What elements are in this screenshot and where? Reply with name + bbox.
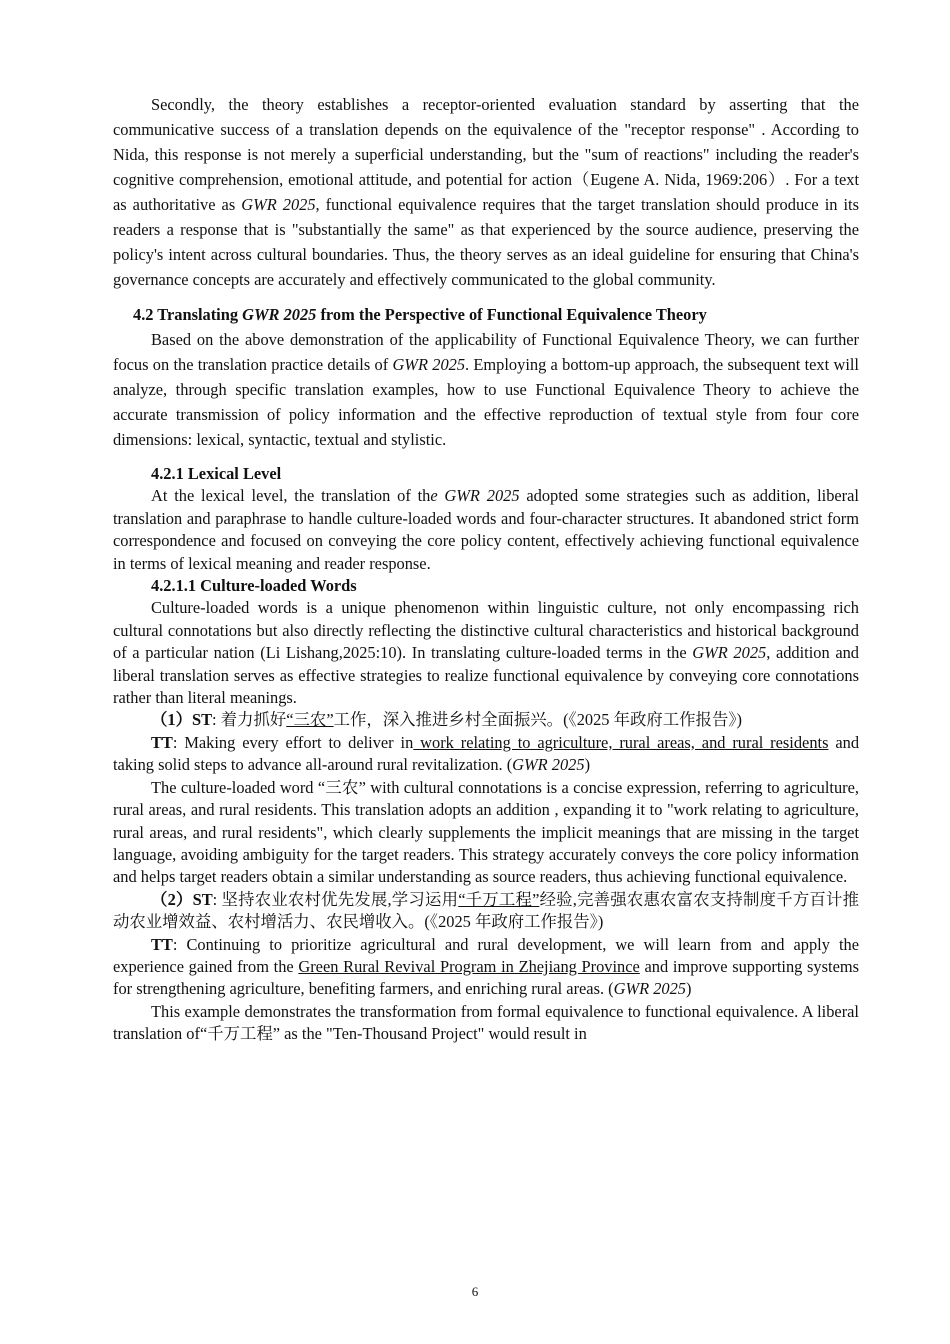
paragraph-sannong-analysis: The culture-loaded word “三农” with cultural connotations is a concise expression, referring to agriculture, rural areas, and rural residents. This translation adopts an addition , expanding it to "work relating to agriculture, rural areas, and rural residents", which clearly supplements the implicit meanings that are missing in the target language, avoiding ambiguity for the target readers. This strategy accurately conveys the core policy information and helps target readers obtain a similar understanding as source readers, thus achieving functional equivalence. [113,777,859,887]
document-page [113,92,859,1046]
paragraph-formal-to-functional: This example demonstrates the transformation from formal equivalence to functional equivalence. A liberal translation of“千万工程” as the "Ten-Thousand Project" would result in [113,1001,859,1044]
example-2-source-text: （2）ST: 坚持农业农村优先发展,学习运用“千万工程”经验,完善强农惠农富农支持制度千方百计推动农业增效益、农村增活力、农民增收入。(《2025 年政府工作报告》) [113,889,860,932]
example-1-source-text: （1）ST: 着力抓好“三农”工作，深入推进乡村全面振兴。(《2025 年政府工作报告》) [151,710,742,730]
example-2-target-text: TT: Continuing to prioritize agricultural and rural development, we will learn from and apply the experience gained from the Green Rural Revival Program in Zhejiang Province and improve supporting systems for strengthening agriculture, benefiting farmers, and enriching rural areas. (GWR 2025) [113,934,859,999]
example-1-target-text: TT: Making every effort to deliver in work relating to agriculture, rural areas, and rural residents and taking solid steps to advance all-around rural revitalization. (GWR 2025) [113,732,860,775]
paragraph-culture-loaded-words: Culture-loaded words is a unique phenomenon within linguistic culture, not only encompassing rich cultural connotations but also directly reflecting the distinctive cultural characteristics and historical background of a particular nation (Li Lishang,2025:10). In translating culture-loaded terms in the GWR 2025, addition and liberal translation serves as effective strategies to realize functional equivalence by conveying core connotations rather than literal meanings. [113,598,859,708]
text: , functional equivalence requires that the target translation should produce in its readers a response that is "substantially the same" as that experienced by the source audience, preserving the policy's intent across cultural boundaries. Thus, the theory serves as an ideal guideline for ensuring that China's governance concepts are accurately and effectively communicated to the global community. [113,195,859,289]
section-heading-4-2: 4.2 Translating GWR 2025 from the Perspective of Functional Equivalence Theory [133,305,707,324]
paragraph-applicability: Based on the above demonstration of the applicability of Functional Equivalence Theory, we can further focus on the translation practice details of GWR 2025. Employing a bottom-up approach, the subsequent text will analyze, through specific translation examples, how to use Functional Equivalence Theory to achieve the accurate transmission of policy information and the effective reproduction of textual style from four core dimensions: lexical, syntactic, textual and stylistic. [113,330,859,449]
section-heading-4-2-1-1: 4.2.1.1 Culture-loaded Words [151,576,357,596]
paragraph-lexical-level: At the lexical level, the translation of the GWR 2025 adopted some strategies such as addition, liberal translation and paraphrase to handle culture-loaded words and four-character structures. It abandoned strict form correspondence and focused on conveying the core policy content, effectively achieving functional equivalence in terms of lexical meaning and reader response. [113,486,859,573]
text-italic: GWR 2025 [241,195,316,214]
section-heading-4-2-1: 4.2.1 Lexical Level [151,464,282,483]
page-number: 6 [471,1284,479,1299]
paragraph-receptor-response [113,92,859,292]
text: Secondly, the theory establishes a receptor-oriented evaluation standard by asserting that the communicative success of a translation depends on the equivalence of the "receptor response" . According to Nida, this response is not merely a superficial understanding, but the "sum of reactions" including the reader's cognitive comprehension, emotional attitude, and potential for action（Eugene A. Nida, 1969:206）. For a text as authoritative as [113,95,859,214]
